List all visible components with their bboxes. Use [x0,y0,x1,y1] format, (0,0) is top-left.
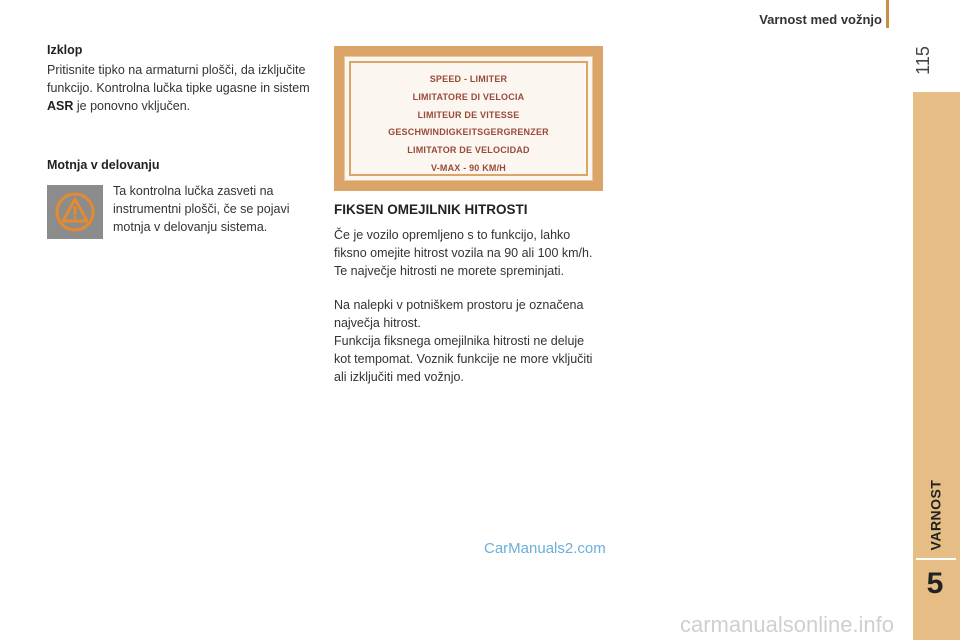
speed-limiter-label-lines [345,71,592,178]
izklop-heading: Izklop [47,43,83,57]
right-paragraph-1: Če je vozilo opremljeno s to funkcijo, lahko fiksno omejite hitrost vozila na 90 ali 100 km/h. Te največje hitrosti ne morete spreminjati. [334,228,593,278]
motnja-heading: Motnja v delovanju [47,158,160,172]
sign-line: LIMITATOR DE VELOCIDAD [407,145,530,156]
sign-line: SPEED - LIMITER [429,74,508,84]
sign-line: GESCHWINDIGKEITSGERGRENZER [388,127,549,138]
speed-limiter-label-image [334,46,603,191]
motnja-paragraph: Ta kontrolna lučka zasveti na instrumentni plošči, če se pojavi motnja v delovanju sistema. [113,184,290,234]
carmanualsonline-watermark[interactable]: carmanualsonline.info [680,612,895,637]
right-paragraph-3: Funkcija fiksnega omejilnika hitrosti ne deluje kot tempomat. Voznik funkcije ne more vključiti ali izključiti med vožnjo. [334,334,593,384]
chapter-number: 5 [926,567,944,600]
page-number [908,40,938,80]
chapter-tab-label [913,470,957,560]
page-number-text: 115 [912,45,933,75]
carmanuals2-watermark[interactable]: CarManuals2.com [484,540,606,557]
fixed-speed-limiter-title: FIKSEN OMEJILNIK HITROSTI [334,202,528,217]
header-accent-bar [886,0,889,28]
section-header-title: Varnost med vožnjo [759,12,882,27]
sign-line: LIMITEUR DE VITESSE [417,109,520,120]
sign-line: LIMITATORE DI VELOCIA [412,91,525,102]
izklop-paragraph [47,61,315,115]
izklop-text-end: je ponovno vključen. [73,99,191,113]
sign-line: V-MAX - 90 KM/H [430,162,506,173]
chapter-tab-label-text: VARNOST [927,479,944,551]
speed-limiter-label-card [344,56,593,181]
warning-triangle-icon [54,191,96,233]
izklop-text-start: Pritisnite tipko na armaturni plošči, da izključite funkcijo. Kontrolna lučka tipke ugasne in sistem [47,63,310,95]
asr-label: ASR [47,99,74,113]
warning-lamp-icon-box [47,185,103,239]
right-paragraph-2: Na nalepki v potniškem prostoru je označena največja hitrost. [334,298,584,330]
